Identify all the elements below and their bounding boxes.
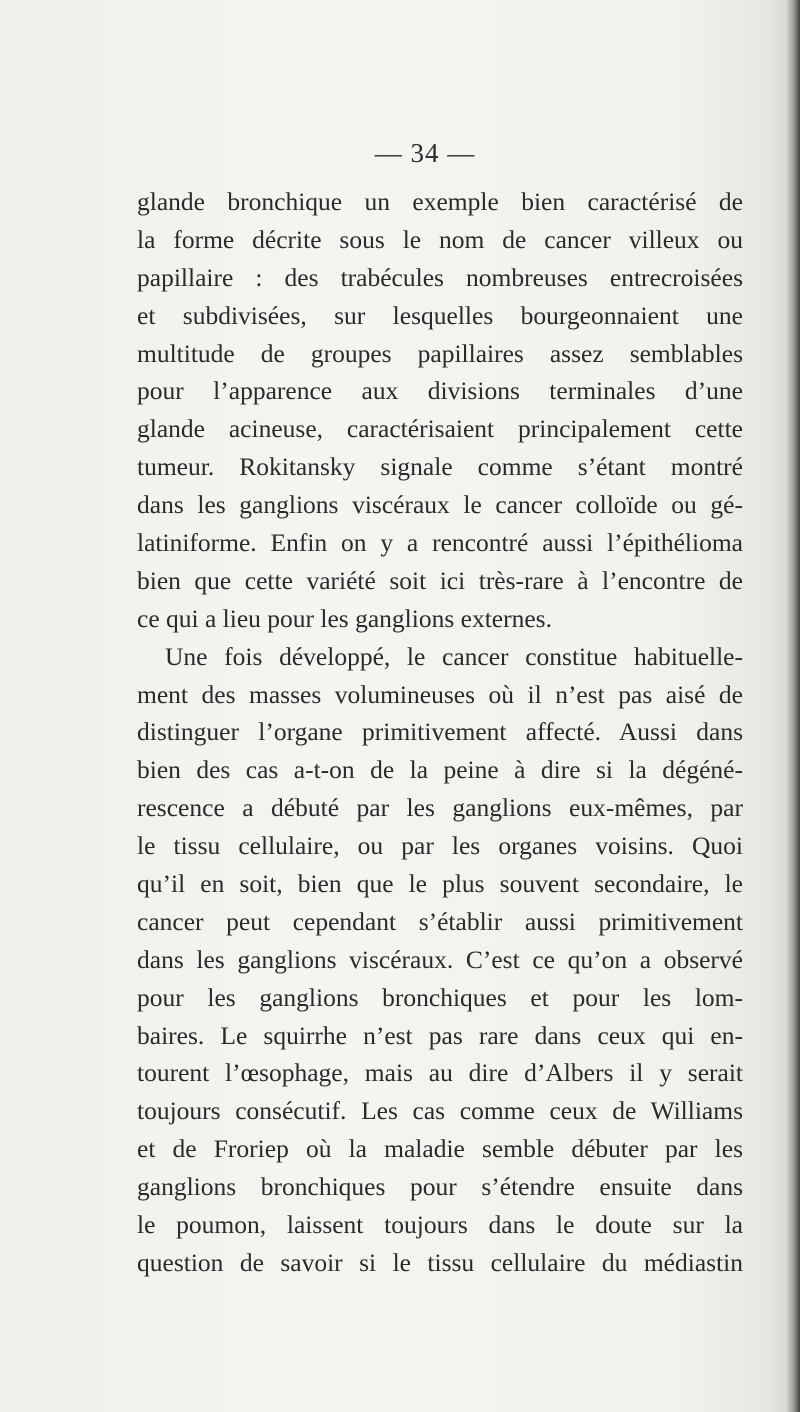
text-line: le tissu cellulaire, ou par les organes voisins. Quoi bbox=[137, 831, 743, 861]
text-line: pour les ganglions bronchiques et pour les lom- bbox=[137, 982, 743, 1012]
text-line: glande acineuse, caractérisaient principalement cette bbox=[137, 414, 743, 444]
text-line: papillaire : des trabécules nombreuses entrecroisées bbox=[137, 262, 743, 292]
text-line: baires. Le squirrhe n’est pas rare dans ceux qui en- bbox=[137, 1020, 743, 1050]
text-line: ment des masses volumineuses où il n’est pas aisé de bbox=[137, 679, 743, 709]
text-line: cancer peut cependant s’établir aussi primitivement bbox=[137, 906, 743, 936]
text-line: toujours consécutif. Les cas comme ceux de Williams bbox=[137, 1096, 743, 1126]
body-text bbox=[137, 183, 743, 1282]
text-line: latiniforme. Enfin on y a rencontré aussi l’épithélioma bbox=[137, 528, 743, 558]
text-line: pour l’apparence aux divisions terminales d’une bbox=[137, 376, 743, 406]
text-line: glande bronchique un exemple bien caractérisé de bbox=[137, 187, 743, 216]
text-line: question de savoir si le tissu cellulaire du médiastin bbox=[137, 1247, 743, 1277]
text-line: dans les ganglions viscéraux. C’est ce qu’on a observé bbox=[137, 944, 743, 974]
text-line: qu’il en soit, bien que le plus souvent secondaire, le bbox=[137, 869, 743, 899]
text-line: dans les ganglions viscéraux le cancer colloïde ou gé- bbox=[137, 490, 743, 520]
text-line: bien que cette variété soit ici très-rare à l’encontre de bbox=[137, 565, 743, 595]
text-line: bien des cas a-t-on de la peine à dire si la dégéné- bbox=[137, 755, 743, 785]
text-line: la forme décrite sous le nom de cancer villeux ou bbox=[137, 224, 743, 254]
text-line: rescence a débuté par les ganglions eux-mêmes, par bbox=[137, 793, 743, 823]
text-line: et subdivisées, sur lesquelles bourgeonnaient une bbox=[137, 300, 743, 330]
text-line: ganglions bronchiques pour s’étendre ensuite dans bbox=[137, 1172, 743, 1202]
text-line: tumeur. Rokitansky signale comme s’étant montré bbox=[137, 452, 743, 482]
page-number: — 34 — bbox=[374, 138, 476, 168]
text-line: tourent l’œsophage, mais au dire d’Albers il y serait bbox=[137, 1058, 743, 1088]
text-line: multitude de groupes papillaires assez semblables bbox=[137, 338, 743, 368]
text-line: le poumon, laissent toujours dans le doute sur la bbox=[137, 1210, 743, 1240]
text-line: distinguer l’organe primitivement affecté. Aussi dans bbox=[137, 717, 743, 747]
page-binding-edge bbox=[786, 0, 800, 1412]
text-line: et de Froriep où la maladie semble débuter par les bbox=[137, 1134, 743, 1164]
text-line: ce qui a lieu pour les ganglions externes. bbox=[137, 603, 552, 633]
text-line: Une fois développé, le cancer constitue habituelle- bbox=[165, 641, 743, 671]
